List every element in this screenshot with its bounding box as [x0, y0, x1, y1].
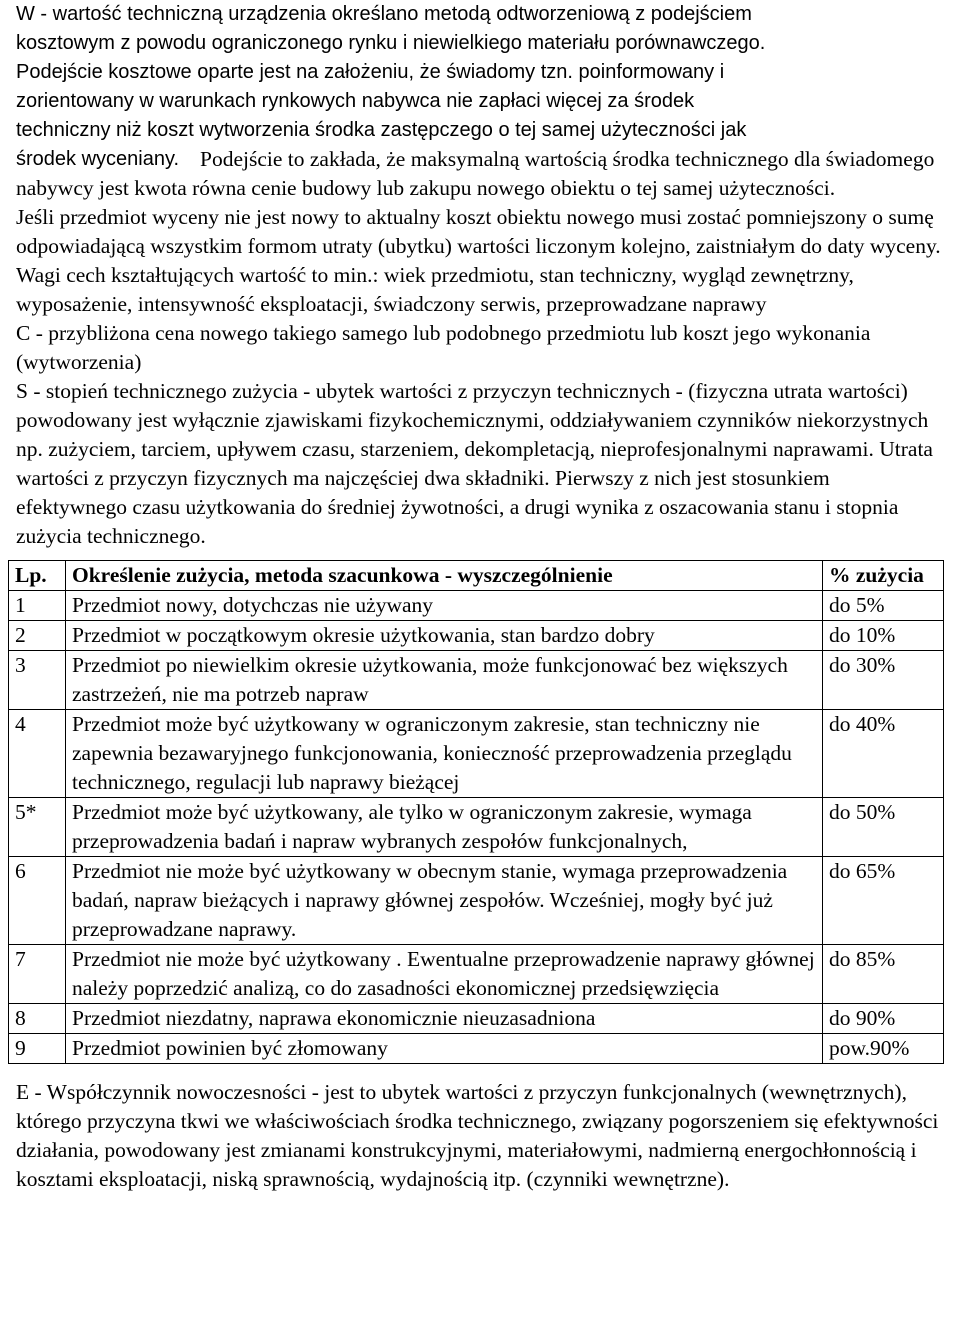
intro-line-4: zorientowany w warunkach rynkowych nabywca nie zapłaci więcej za środek [16, 90, 695, 112]
row-description: Przedmiot nie może być użytkowany w obecnym stanie, wymaga przeprowadzenia badań, napraw bieżących i naprawy głównej zespołów. Wcześniej, mogły być już przeprowadzane naprawy. [66, 857, 823, 945]
intro-line-5: techniczny niż koszt wytworzenia środka zastępczego o tej samej użyteczności jak [16, 119, 747, 141]
intro-line-2: kosztowym z powodu ograniczonego rynku i niewielkiego materiału porównawczego. [16, 32, 766, 54]
row-percent: do 30% [823, 651, 944, 710]
table-row [9, 945, 944, 1004]
intro-line-3: Podejście kosztowe oparte jest na założeniu, że świadomy tzn. poinformowany i [16, 61, 725, 83]
row-percent: do 90% [823, 1004, 944, 1034]
row-description: Przedmiot powinien być złomowany [66, 1034, 823, 1064]
row-description: Przedmiot niezdatny, naprawa ekonomicznie nieuzasadniona [66, 1004, 823, 1034]
wear-table [8, 560, 944, 1064]
document-page [16, 0, 946, 1194]
row-lp: 6 [9, 857, 66, 945]
table-row [9, 857, 944, 945]
paragraph-e-definition: E - Współczynnik nowoczesności - jest to ubytek wartości z przyczyn funkcjonalnych (wewnętrznych), którego przyczyna tkwi we właściwościach środka technicznego, związany pogorszeniem się efektywności działania, powodowany jest zmianami konstrukcyjnymi, materiałowymi, nadmierną energochłonnością i kosztami eksploatacji, niską sprawnością, wydajnością itp. (czynniki wewnętrzne). [16, 1080, 939, 1191]
paragraph-c-definition: C - przybliżona cena nowego takiego samego lub podobnego przedmiotu lub koszt jego wykonania (wytworzenia) [16, 321, 871, 374]
row-percent: pow.90% [823, 1034, 944, 1064]
row-lp: 1 [9, 591, 66, 621]
table-row [9, 621, 944, 651]
row-percent: do 10% [823, 621, 944, 651]
row-percent: do 85% [823, 945, 944, 1004]
table-header-row [9, 561, 944, 591]
row-lp: 7 [9, 945, 66, 1004]
row-lp: 9 [9, 1034, 66, 1064]
intro-line-6-text: środek wyceniany. [16, 148, 180, 170]
paragraph-s-definition: S - stopień technicznego zużycia - ubytek wartości z przyczyn technicznych - (fizyczna utrata wartości) powodowany jest wyłącznie zjawiskami fizykochemicznymi, oddziaływaniem czynników niekorzystnych np. zużyciem, tarciem, upływem czasu, starzeniem, dekompletacją, nieprofesjonalnymi naprawami. Utrata wartości z przyczyn fizycznych ma najczęściej dwa składniki. Pierwszy z nich jest stosunkiem efektywnego czasu użytkowania do średniej żywotności, a drugi wynika z oszacowania stanu i stopnia zużycia technicznego. [16, 379, 933, 548]
row-lp: 2 [9, 621, 66, 651]
header-lp: Lp. [9, 561, 66, 591]
row-percent: do 5% [823, 591, 944, 621]
header-percent: % zużycia [823, 561, 944, 591]
row-description: Przedmiot nie może być użytkowany . Ewentualne przeprowadzenie naprawy głównej należy poprzedzić analizą, co do zasadności ekonomicznej przedsięwzięcia [66, 945, 823, 1004]
row-description: Przedmiot może być użytkowany, ale tylko w ograniczonym zakresie, wymaga przeprowadzenia badań i napraw wybranych zespołów funkcjonalnych, [66, 798, 823, 857]
row-lp: 8 [9, 1004, 66, 1034]
row-description: Przedmiot po niewielkim okresie użytkowania, może funkcjonować bez większych zastrzeżeń, nie ma potrzeb napraw [66, 651, 823, 710]
paragraph-cost-approach-text: Podejście to zakłada, że maksymalną wartością środka technicznego dla świadomego nabywcy jest kwota równa cenie budowy lub zakupu nowego obiektu o tej samej użyteczności. [16, 147, 935, 200]
row-lp: 3 [9, 651, 66, 710]
table-row [9, 1034, 944, 1064]
row-lp: 5* [9, 798, 66, 857]
row-description: Przedmiot w początkowym okresie użytkowania, stan bardzo dobry [66, 621, 823, 651]
table-row [9, 710, 944, 798]
table-row [9, 591, 944, 621]
table-row [9, 1004, 944, 1034]
row-percent: do 50% [823, 798, 944, 857]
paragraph-depreciation: Jeśli przedmiot wyceny nie jest nowy to aktualny koszt obiektu nowego musi zostać pomniejszony o sumę odpowiadającą wszystkim formom utraty (ubytku) wartości liczonym kolejno, zaistniałym do daty wyceny. Wagi cech kształtujących wartość to min.: wiek przedmiotu, stan techniczny, wygląd zewnętrzny, wyposażenie, intensywność eksploatacji, świadczony serwis, przeprowadzane naprawy [16, 205, 941, 316]
row-percent: do 65% [823, 857, 944, 945]
row-description: Przedmiot może być użytkowany w ograniczonym zakresie, stan techniczny nie zapewnia bezawaryjnego funkcjonowania, konieczność przeprowadzenia przeglądu technicznego, regulacji lub naprawy bieżącej [66, 710, 823, 798]
intro-line-1: W - wartość techniczną urządzenia określano metodą odtworzeniową z podejściem [16, 3, 752, 25]
header-description: Określenie zużycia, metoda szacunkowa - wyszczególnienie [66, 561, 823, 591]
row-lp: 4 [9, 710, 66, 798]
table-row [9, 798, 944, 857]
row-description: Przedmiot nowy, dotychczas nie używany [66, 591, 823, 621]
body-text [16, 145, 946, 551]
row-percent: do 40% [823, 710, 944, 798]
table-row [9, 651, 944, 710]
